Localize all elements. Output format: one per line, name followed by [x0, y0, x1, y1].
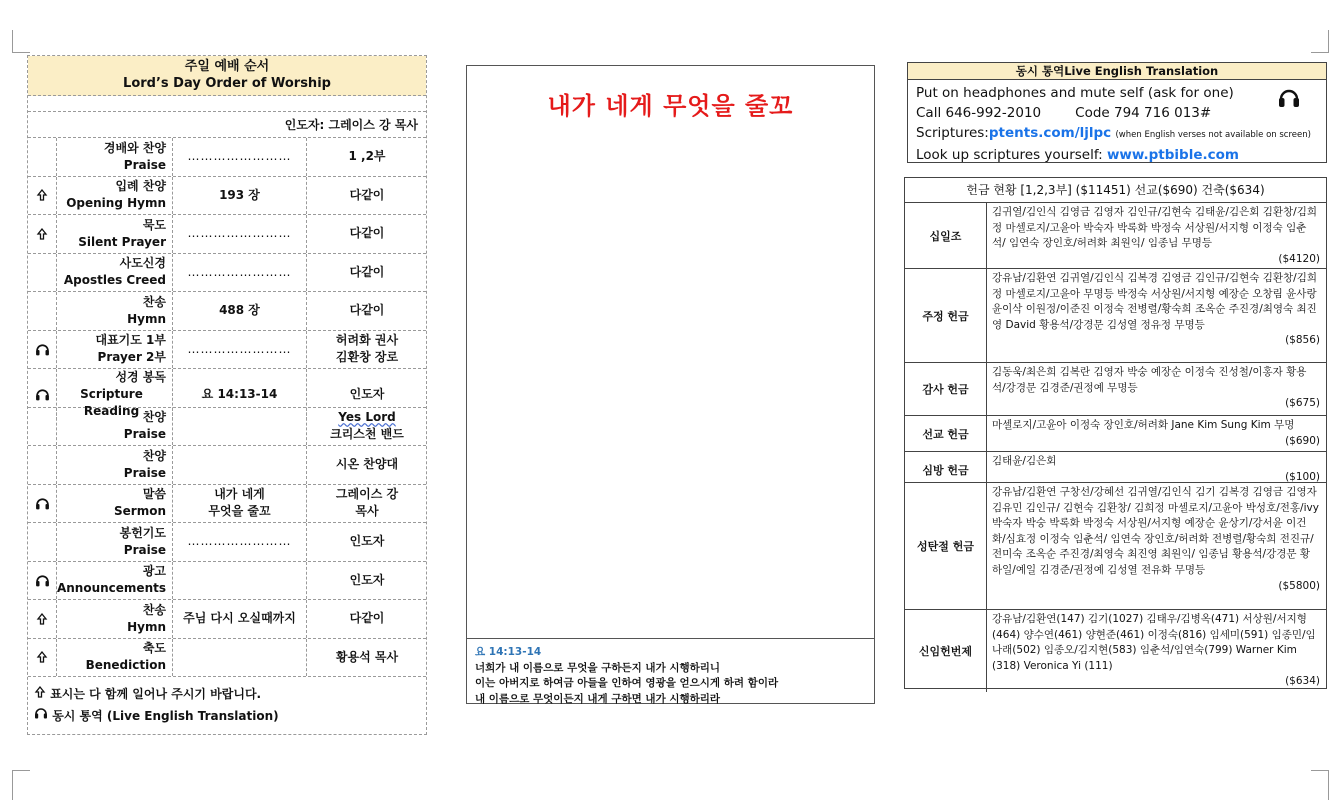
row-leader [307, 331, 427, 369]
row-leader-text: 다같이 [349, 187, 385, 202]
row-detail-text: 내가 네게 [214, 487, 265, 502]
headphones-icon [35, 342, 50, 357]
row-detail [173, 215, 307, 253]
translation-header: 동시 통역Live English Translation [908, 63, 1326, 80]
row-title [57, 639, 173, 677]
offering-label: 심방 헌금 [905, 452, 987, 487]
row-detail-text: 193 장 [219, 187, 260, 202]
offering-label: 감사 헌금 [905, 363, 987, 415]
offering-label: 주정 헌금 [905, 269, 987, 362]
row-leader [307, 600, 427, 638]
crop-mark [1311, 770, 1329, 771]
verse-box [467, 638, 874, 704]
row-icon-cell [28, 408, 57, 446]
row-title [57, 562, 173, 600]
offering-label: 신임헌번제 [905, 610, 987, 692]
footnotes [28, 677, 426, 733]
row-detail-text: …………………… [187, 149, 292, 164]
row-leader [307, 215, 427, 253]
row-detail [173, 446, 307, 484]
row-icon-cell [28, 562, 57, 600]
row-leader-text: 인도자 [349, 387, 385, 401]
row-title-en: Prayer 2부 [97, 350, 166, 365]
row-title [57, 177, 173, 215]
row-leader-text: 다같이 [349, 611, 385, 626]
row-leader [307, 485, 427, 523]
call-number: Call 646-992-2010 [916, 105, 1042, 121]
offering-label: 선교 헌금 [905, 416, 987, 451]
row-leader [307, 523, 427, 561]
lookup-label: Look up scriptures yourself: [916, 147, 1103, 163]
row-icon-cell [28, 331, 57, 369]
row-title [57, 600, 173, 638]
offering-rows [905, 203, 1326, 688]
row-leader [307, 408, 427, 446]
row-title [57, 215, 173, 253]
row-leader [307, 562, 427, 600]
row-leader-text: 목사 [355, 504, 379, 519]
order-row [28, 331, 426, 370]
verse-line: 이는 아버지로 하여금 아들을 인하여 영광을 얻으시게 하려 함이라 [475, 677, 779, 689]
offering-row [905, 416, 1326, 452]
sermon-title: 내가 네게 무엇을 줄꼬 [547, 92, 794, 120]
row-title-en: Benediction [85, 658, 166, 673]
row-title-ko: 봉헌기도 [119, 525, 166, 540]
row-title-en: Opening Hymn [66, 196, 166, 211]
offering-amount: ($4120) [1278, 252, 1320, 265]
row-leader-text: 1 ,2부 [348, 149, 386, 164]
row-detail-text: …………………… [187, 264, 292, 279]
row-leader-text: 황용석 목사 [335, 649, 399, 664]
offering-label: 성탄절 헌금 [905, 483, 987, 609]
row-detail [173, 523, 307, 561]
row-leader-text: Yes Lord [338, 410, 396, 425]
offering-names-text: 강유남/김환연 김귀열/김인식 김복경 김영금 김인규/김현숙 김환창/김희정 마셀로지/고윤아 무명등 박정숙 서상원/서지형 예장순 오창림 윤사랑 윤이삭 이원정/이준진 이정숙 전병렬/황숙희 조옥순 주진경/최영숙 최진영 David 황용석/강경문 김성열 정유정 무명등 [992, 272, 1317, 331]
offering-header: 헌금 현황 [1,2,3부] ($11451) 선교($690) 건축($634) [905, 178, 1326, 203]
call-code: Code 794 716 013# [1075, 105, 1212, 121]
row-title-en: Hymn [127, 311, 166, 326]
row-detail-text: 무엇을 줄꼬 [208, 504, 271, 519]
offering-names [987, 610, 1326, 692]
row-detail-text: 488 장 [219, 303, 260, 318]
call-line [916, 103, 1318, 123]
row-icon-cell [28, 292, 57, 330]
headphones-icon [35, 496, 50, 511]
row-icon-cell [28, 485, 57, 523]
row-title [57, 446, 173, 484]
row-title-en: Hymn [127, 619, 166, 634]
order-row [28, 485, 426, 524]
offering-row [905, 452, 1326, 483]
row-detail-text: …………………… [187, 534, 292, 549]
offering-names [987, 269, 1326, 362]
translation-body [908, 80, 1326, 168]
row-leader-text: 다같이 [349, 303, 385, 318]
row-detail-text: …………………… [187, 226, 292, 241]
headphones-icon [35, 573, 50, 588]
row-title-ko: 성경 봉독 [115, 370, 166, 384]
row-title-en: Praise [123, 157, 166, 172]
offering-names-text: 마셀로지/고윤아 이정숙 장인호/허려화 Jane Kim Sung Kim 무명 [992, 419, 1295, 431]
row-leader [307, 177, 427, 215]
row-detail [173, 177, 307, 215]
row-icon-cell [28, 523, 57, 561]
leader-line: 인도자: 그레이스 강 목사 [28, 112, 426, 138]
row-title-ko: 찬송 [142, 294, 166, 309]
offering-amount: ($675) [1285, 397, 1320, 410]
offering-names-text: 김귀열/김인식 김영금 김영자 김인규/김현숙 김태윤/김은회 김환창/김희정 마셀로지/고윤아 박숙자 박록화 박정숙 서상원/서지형 이정숙 임춘석/ 임연숙 장인호/허려화 최원익/ 임종님 무명등 [992, 206, 1317, 250]
row-title-en: Announcements [56, 581, 166, 596]
offering-row [905, 269, 1326, 363]
offering-names [987, 483, 1326, 609]
row-leader [307, 639, 427, 677]
row-icon-cell [28, 639, 57, 677]
translation-panel [907, 62, 1327, 163]
order-title-en: Lord’s Day Order of Worship [123, 76, 331, 91]
row-leader-text: 크리스천 밴드 [330, 427, 404, 442]
offering-names [987, 363, 1326, 415]
row-title [57, 254, 173, 292]
row-detail-text: …………………… [187, 341, 292, 356]
row-title-en: Sermon [114, 504, 166, 519]
row-title [57, 408, 173, 446]
offering-row [905, 483, 1326, 610]
row-detail [173, 138, 307, 176]
order-row [28, 138, 426, 177]
row-title-en: Praise [123, 465, 166, 480]
row-detail [173, 292, 307, 330]
verse-line: 너희가 내 이름으로 무엇을 구하든지 내가 시행하리니 [475, 661, 721, 674]
row-icon-cell [28, 446, 57, 484]
row-leader [307, 292, 427, 330]
verse-ref: 요 14:13-14 [475, 646, 542, 658]
row-title [57, 138, 173, 176]
row-leader-text: 인도자 [349, 534, 385, 549]
row-title-ko: 광고 [142, 564, 166, 579]
stand-icon [36, 228, 48, 240]
row-icon-cell [28, 600, 57, 638]
row-leader-text: 허려화 권사 [335, 333, 399, 348]
row-title [57, 485, 173, 523]
crop-mark [12, 52, 30, 53]
offering-amount: ($100) [1285, 470, 1320, 483]
row-detail-text: 주님 다시 오실때까지 [183, 611, 296, 626]
offering-names-text: 김태윤/김은회 [992, 455, 1057, 467]
row-title-ko: 찬양 [142, 410, 166, 425]
crop-mark [12, 770, 30, 771]
row-leader [307, 446, 427, 484]
order-title-ko: 주일 예배 순서 [184, 59, 270, 74]
headphones-icon [35, 387, 50, 402]
offering-row [905, 610, 1326, 688]
order-row [28, 523, 426, 562]
order-row [28, 292, 426, 331]
row-icon-cell [28, 177, 57, 215]
row-title-ko: 입례 찬양 [115, 179, 166, 194]
offering-names-text: 강유남/김환연 구창선/강혜선 김귀열/김인식 김기 김복경 김영금 김영자 김유민 김인규/ 김현숙 김환창/ 김희정 마셀로지/고윤아 박성호/전홍/ivy 박숙자 박숭 박록화 박정숙 서상원/서지형 예장순 윤상기/강서윤 이건화/심효정 이정숙 임춘석/ 임연숙 장인호/허려화 전병렬/황숙희 전진규/전미숙 조옥순 주진경/최영숙 최진영 최원익/ 임종님 황용석/강경문 황하일/예일 김경준/권정예 김성열 전유화 무명등 [992, 486, 1319, 576]
row-leader-text: 다같이 [349, 264, 385, 279]
order-row [28, 639, 426, 678]
row-leader-text: 다같이 [349, 226, 385, 241]
offering-names [987, 203, 1326, 269]
stand-icon [36, 651, 48, 663]
offering-row [905, 203, 1326, 269]
row-leader-text: 그레이스 강 [335, 487, 399, 502]
note-stand [34, 683, 420, 705]
offering-amount: ($5800) [1278, 579, 1320, 592]
crop-mark [12, 770, 13, 800]
row-title-ko: 축도 [142, 641, 166, 656]
stand-icon [36, 189, 48, 201]
order-row [28, 254, 426, 293]
offering-names [987, 416, 1326, 451]
order-row [28, 562, 426, 601]
row-detail-text: 요 14:13-14 [201, 387, 278, 401]
row-title-ko: 찬송 [142, 602, 166, 617]
row-detail [173, 639, 307, 677]
crop-mark [1311, 52, 1329, 53]
offering-names [987, 452, 1326, 487]
scriptures-label: Scriptures: [916, 125, 989, 141]
scriptures-link[interactable]: ptents.com/ljlpc [988, 125, 1112, 141]
row-title-en: Praise [123, 427, 166, 442]
scriptures-line [916, 123, 1318, 145]
lookup-line [916, 145, 1318, 165]
note-translation [34, 705, 420, 727]
row-detail [173, 600, 307, 638]
order-row [28, 600, 426, 639]
offering-names-text: 김동욱/최은희 김복란 김영자 박숭 예장순 이정숙 진성철/이홍자 황용석/강경문 김경준/권정예 무명등 [992, 366, 1307, 394]
note-stand-text: 표시는 다 함께 일어나 주시기 바랍니다. [50, 687, 262, 701]
offering-panel [904, 177, 1327, 689]
row-leader [307, 138, 427, 176]
order-row [28, 177, 426, 216]
row-title [57, 331, 173, 369]
row-detail [173, 254, 307, 292]
row-title-ko: 말씀 [142, 487, 166, 502]
scriptures-note: (when English verses not available on screen) [1115, 130, 1311, 140]
offering-row [905, 363, 1326, 416]
crop-mark [1328, 30, 1329, 52]
offering-label: 십일조 [905, 203, 987, 269]
row-title-en: Praise [123, 542, 166, 557]
row-title-ko: 경배와 찬양 [103, 140, 166, 155]
row-detail [173, 562, 307, 600]
order-header [28, 56, 426, 96]
row-leader-text: 인도자 [349, 572, 385, 587]
row-detail [173, 331, 307, 369]
headphones-instruction: Put on headphones and mute self (ask for one) [916, 85, 1234, 101]
order-rows [28, 138, 426, 677]
row-detail [173, 485, 307, 523]
spacer [28, 96, 426, 112]
crop-mark [12, 30, 13, 52]
offering-amount: ($634) [1285, 675, 1320, 688]
row-leader-text: 시온 찬양대 [335, 457, 399, 472]
headphones-icon [1278, 86, 1300, 116]
row-leader [307, 254, 427, 292]
row-icon-cell [28, 215, 57, 253]
row-title-en: Silent Prayer [78, 234, 166, 249]
lookup-link[interactable]: www.ptbible.com [1106, 147, 1239, 163]
verse-line: 내 이름으로 무엇이든지 내게 구하면 내가 시행하리라 [475, 692, 721, 705]
offering-amount: ($690) [1285, 434, 1320, 447]
row-title-en: Scripture Reading [80, 387, 143, 418]
order-of-worship-panel [27, 55, 427, 735]
headphones-icon [34, 706, 48, 720]
row-title-en: Apostles Creed [63, 273, 166, 288]
crop-mark [1328, 770, 1329, 800]
order-row [28, 446, 426, 485]
offering-names-text: 강유남/김환연(147) 김기(1027) 김태우/김병옥(471) 서상원/서지형(464) 양수연(461) 양현준(461) 이정숙(816) 임세미(591) 임종민/임나래(502) 임종오/김지현(583) 임춘석/임연숙(799) Warner Kim (318) Veronica Yi (111) [992, 613, 1316, 672]
row-icon-cell [28, 138, 57, 176]
offering-amount: ($856) [1285, 334, 1320, 347]
stand-icon [34, 686, 46, 698]
row-leader-text: 김환창 장로 [335, 350, 399, 365]
order-row [28, 408, 426, 447]
sermon-panel [466, 65, 875, 704]
stand-icon [36, 613, 48, 625]
row-title-ko: 묵도 [142, 217, 166, 232]
row-title-ko: 찬양 [142, 448, 166, 463]
row-detail [173, 408, 307, 446]
note-translation-text: 동시 통역 (Live English Translation) [52, 709, 279, 723]
row-title-ko: 대표기도 1부 [95, 333, 166, 348]
row-title-ko: 사도신경 [119, 256, 166, 271]
row-icon-cell [28, 254, 57, 292]
order-row [28, 215, 426, 254]
row-title [57, 523, 173, 561]
row-title [57, 292, 173, 330]
